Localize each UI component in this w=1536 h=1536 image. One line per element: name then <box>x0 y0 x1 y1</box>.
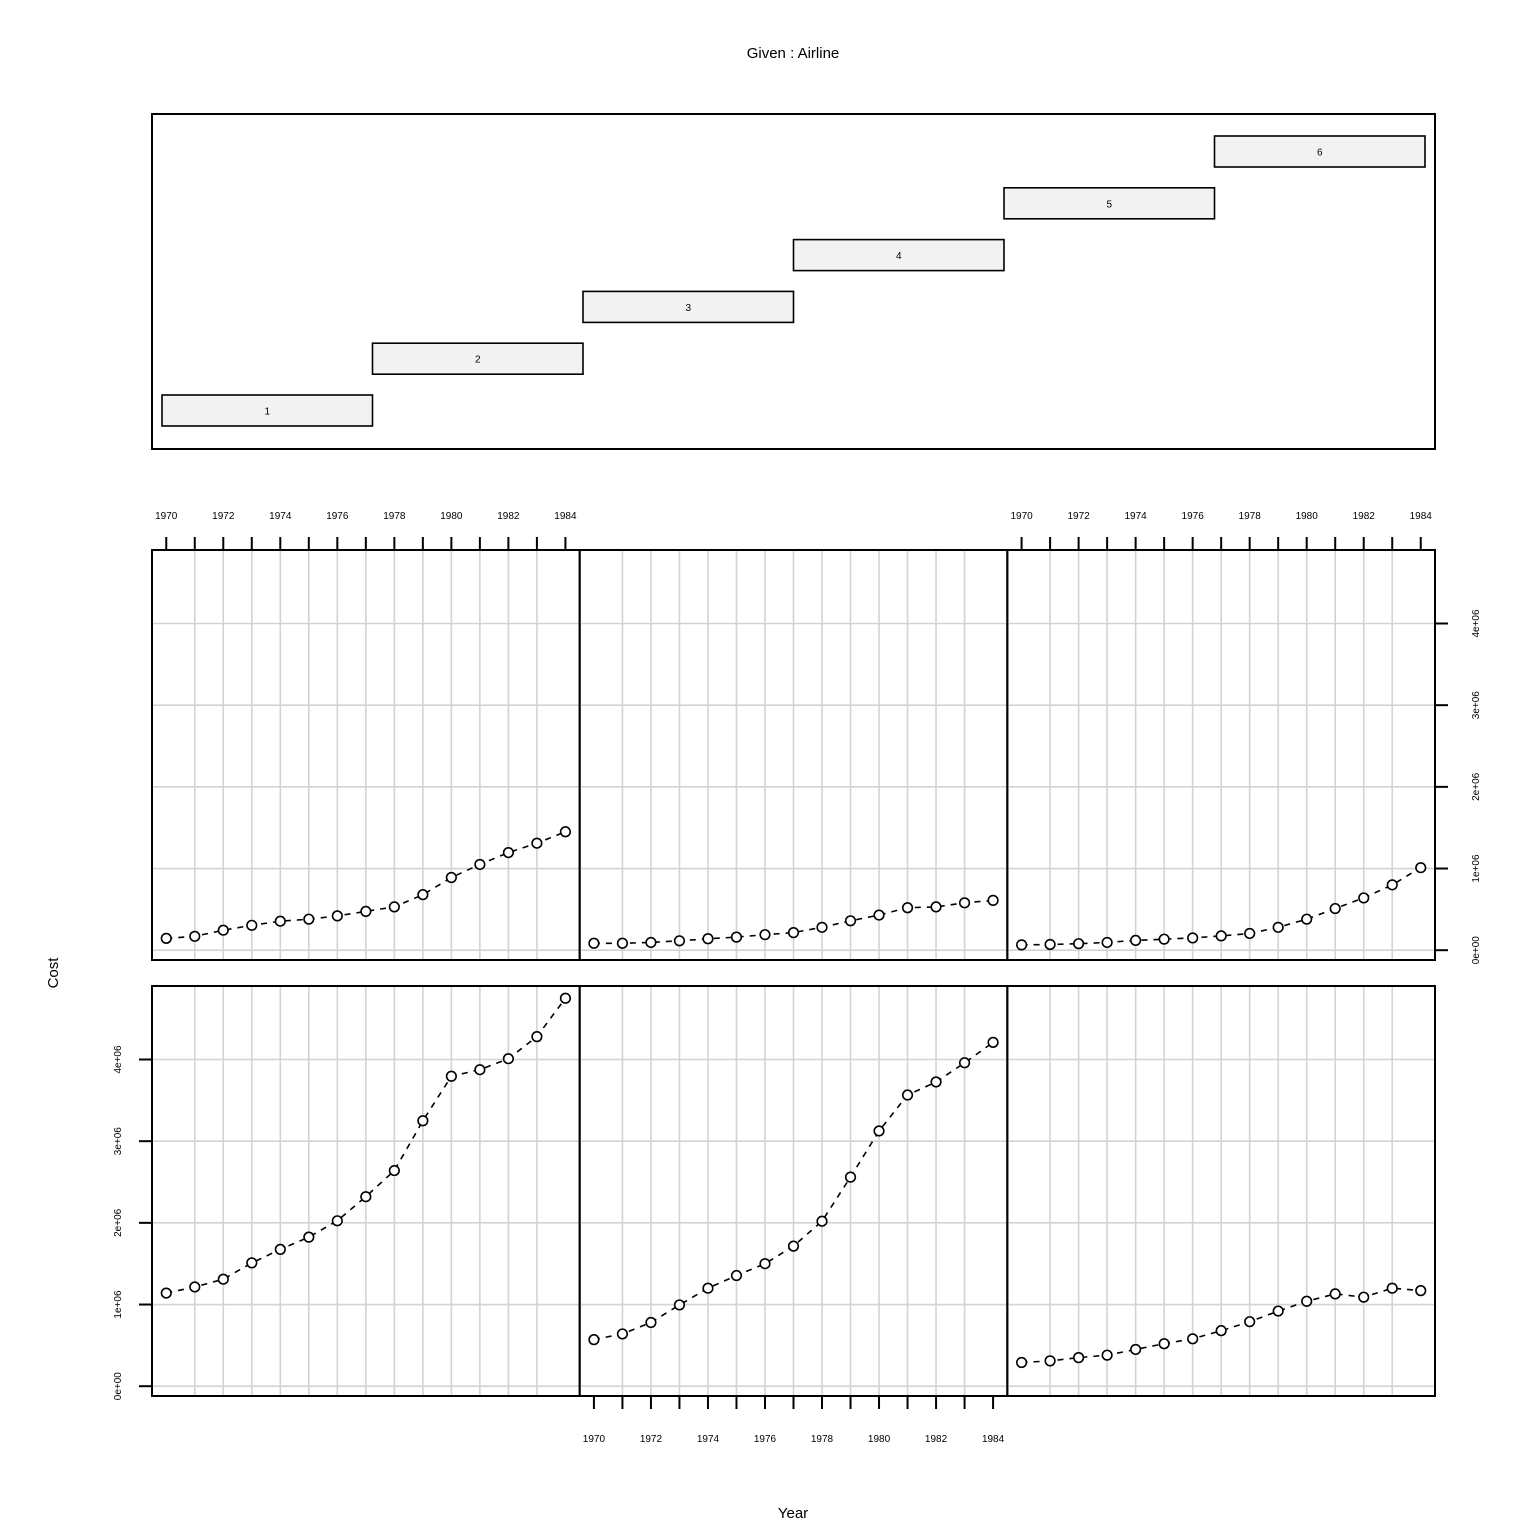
given-interval-label: 2 <box>474 354 481 366</box>
y-tick-label: 0e+00 <box>1471 936 1482 965</box>
x-tick-label: 1972 <box>1067 511 1090 522</box>
data-point <box>1102 1350 1112 1360</box>
y-tick-label: 1e+06 <box>113 1290 124 1319</box>
data-point <box>161 934 171 944</box>
x-tick-label: 1974 <box>1124 511 1147 522</box>
x-tick-label: 1976 <box>1181 511 1204 522</box>
data-point <box>532 1032 542 1042</box>
data-point <box>304 1232 314 1242</box>
data-point <box>646 1318 656 1328</box>
x-axis-bottom-panel-2 <box>583 1396 1005 1445</box>
data-point <box>1131 1345 1141 1355</box>
data-point <box>247 1258 257 1268</box>
given-interval-label: 6 <box>1316 147 1323 159</box>
data-point <box>333 911 343 921</box>
x-tick-label: 1974 <box>696 1434 720 1445</box>
data-point <box>874 910 884 920</box>
data-point <box>1216 1326 1226 1336</box>
data-point <box>361 907 371 917</box>
x-tick-label: 1976 <box>326 511 349 522</box>
data-point <box>1074 1353 1084 1363</box>
data-point <box>304 914 314 924</box>
data-point <box>646 938 656 948</box>
data-point <box>475 1065 485 1075</box>
data-point <box>1074 939 1084 949</box>
y-tick-label: 3e+06 <box>113 1127 124 1156</box>
data-point <box>1330 904 1340 914</box>
data-point <box>960 1058 970 1068</box>
data-point <box>931 902 941 912</box>
x-tick-label: 1976 <box>753 1434 777 1445</box>
panel-airline-2 <box>580 986 1008 1396</box>
data-point <box>504 1054 514 1064</box>
data-point <box>1131 936 1141 946</box>
data-point <box>675 936 685 946</box>
data-point <box>1273 1306 1283 1316</box>
data-point <box>1273 923 1283 933</box>
data-point <box>1416 863 1426 873</box>
data-point <box>390 1166 400 1176</box>
x-tick-label: 1974 <box>269 511 292 522</box>
data-point <box>817 923 827 933</box>
given-title: Given : Airline <box>746 45 840 62</box>
x-tick-label: 1970 <box>155 511 178 522</box>
x-tick-label: 1980 <box>1295 511 1318 522</box>
data-point <box>1045 1356 1055 1366</box>
data-point <box>1102 938 1112 948</box>
data-point <box>1216 931 1226 941</box>
data-point <box>333 1216 343 1226</box>
panel-airline-3 <box>1007 986 1435 1396</box>
data-point <box>504 848 514 858</box>
data-point <box>1359 1292 1369 1302</box>
x-tick-label: 1982 <box>497 511 520 522</box>
data-point <box>675 1300 685 1310</box>
y-tick-label: 2e+06 <box>1471 772 1482 801</box>
data-point <box>760 930 770 940</box>
y-tick-label: 3e+06 <box>1471 691 1482 720</box>
y-tick-label: 1e+06 <box>1471 854 1482 883</box>
data-point <box>703 1283 713 1293</box>
data-point <box>361 1192 371 1202</box>
x-tick-label: 1978 <box>1238 511 1261 522</box>
plot-panels <box>152 550 1435 1396</box>
x-tick-label: 1972 <box>212 511 235 522</box>
x-tick-label: 1982 <box>924 1434 948 1445</box>
data-point <box>1017 1358 1027 1368</box>
x-tick-label: 1982 <box>1352 511 1375 522</box>
x-axis-label: Year <box>777 1505 809 1522</box>
x-tick-label: 1980 <box>440 511 463 522</box>
data-point <box>532 838 542 848</box>
data-point <box>190 1282 200 1292</box>
x-tick-label: 1978 <box>383 511 406 522</box>
x-tick-label: 1980 <box>867 1434 891 1445</box>
data-point <box>1045 940 1055 950</box>
data-point <box>903 1090 913 1100</box>
y-tick-label: 2e+06 <box>113 1208 124 1237</box>
data-point <box>561 993 571 1003</box>
data-point <box>1387 880 1397 890</box>
data-point <box>874 1126 884 1136</box>
data-point <box>789 1241 799 1251</box>
data-point <box>1302 914 1312 924</box>
given-panel <box>152 114 1435 449</box>
data-point <box>1188 1334 1198 1344</box>
data-point <box>760 1259 770 1269</box>
data-point <box>447 1071 457 1081</box>
data-point <box>1188 933 1198 943</box>
data-point <box>931 1077 941 1087</box>
panel-airline-5 <box>580 550 1008 960</box>
x-tick-label: 1970 <box>1010 511 1033 522</box>
y-axis-right-panel-6 <box>1435 609 1482 964</box>
y-tick-label: 4e+06 <box>1471 609 1482 638</box>
data-point <box>276 916 286 926</box>
panel-airline-4 <box>152 550 580 960</box>
data-point <box>1017 940 1027 950</box>
data-point <box>703 934 713 944</box>
data-point <box>1416 1286 1426 1296</box>
data-point <box>817 1216 827 1226</box>
data-point <box>418 1116 428 1126</box>
x-tick-label: 1984 <box>554 511 577 522</box>
given-interval-label: 4 <box>895 251 902 263</box>
panel-airline-6 <box>1007 550 1435 960</box>
data-point <box>1159 1339 1169 1349</box>
data-point <box>618 938 628 948</box>
data-point <box>218 1274 228 1284</box>
data-point <box>903 903 913 913</box>
data-point <box>1245 929 1255 939</box>
data-point <box>1245 1317 1255 1327</box>
x-tick-label: 1984 <box>981 1434 1005 1445</box>
data-point <box>732 932 742 942</box>
data-point <box>1159 934 1169 944</box>
given-interval-label: 5 <box>1106 199 1113 211</box>
data-point <box>618 1329 628 1339</box>
data-point <box>1330 1289 1340 1299</box>
y-axis-label: Cost <box>45 957 62 989</box>
given-interval-label: 1 <box>264 406 271 418</box>
y-axis-left-panel-1 <box>113 1045 152 1400</box>
y-tick-label: 4e+06 <box>113 1045 124 1074</box>
x-axis-top-panel-6 <box>1010 511 1432 550</box>
data-point <box>447 873 457 883</box>
data-point <box>960 898 970 908</box>
data-point <box>418 890 428 900</box>
data-point <box>988 896 998 906</box>
data-point <box>390 902 400 912</box>
x-tick-label: 1972 <box>639 1434 663 1445</box>
data-point <box>190 932 200 942</box>
data-point <box>1387 1283 1397 1293</box>
x-tick-label: 1978 <box>810 1434 834 1445</box>
data-point <box>247 920 257 930</box>
x-axis-top-panel-4 <box>155 511 577 550</box>
data-point <box>276 1245 286 1255</box>
x-tick-label: 1984 <box>1409 511 1432 522</box>
data-point <box>1359 893 1369 903</box>
data-point <box>589 1335 599 1345</box>
data-point <box>589 938 599 948</box>
given-interval-label: 3 <box>685 302 692 314</box>
data-point <box>218 925 228 935</box>
x-tick-label: 1970 <box>582 1434 606 1445</box>
data-point <box>161 1288 171 1298</box>
y-tick-label: 0e+00 <box>113 1372 124 1401</box>
data-point <box>1302 1296 1312 1306</box>
data-point <box>846 916 856 926</box>
data-point <box>846 1172 856 1182</box>
data-point <box>988 1038 998 1048</box>
data-point <box>789 928 799 938</box>
panel-airline-1 <box>152 986 580 1396</box>
data-point <box>475 860 485 870</box>
data-point <box>732 1271 742 1281</box>
data-point <box>561 827 571 837</box>
